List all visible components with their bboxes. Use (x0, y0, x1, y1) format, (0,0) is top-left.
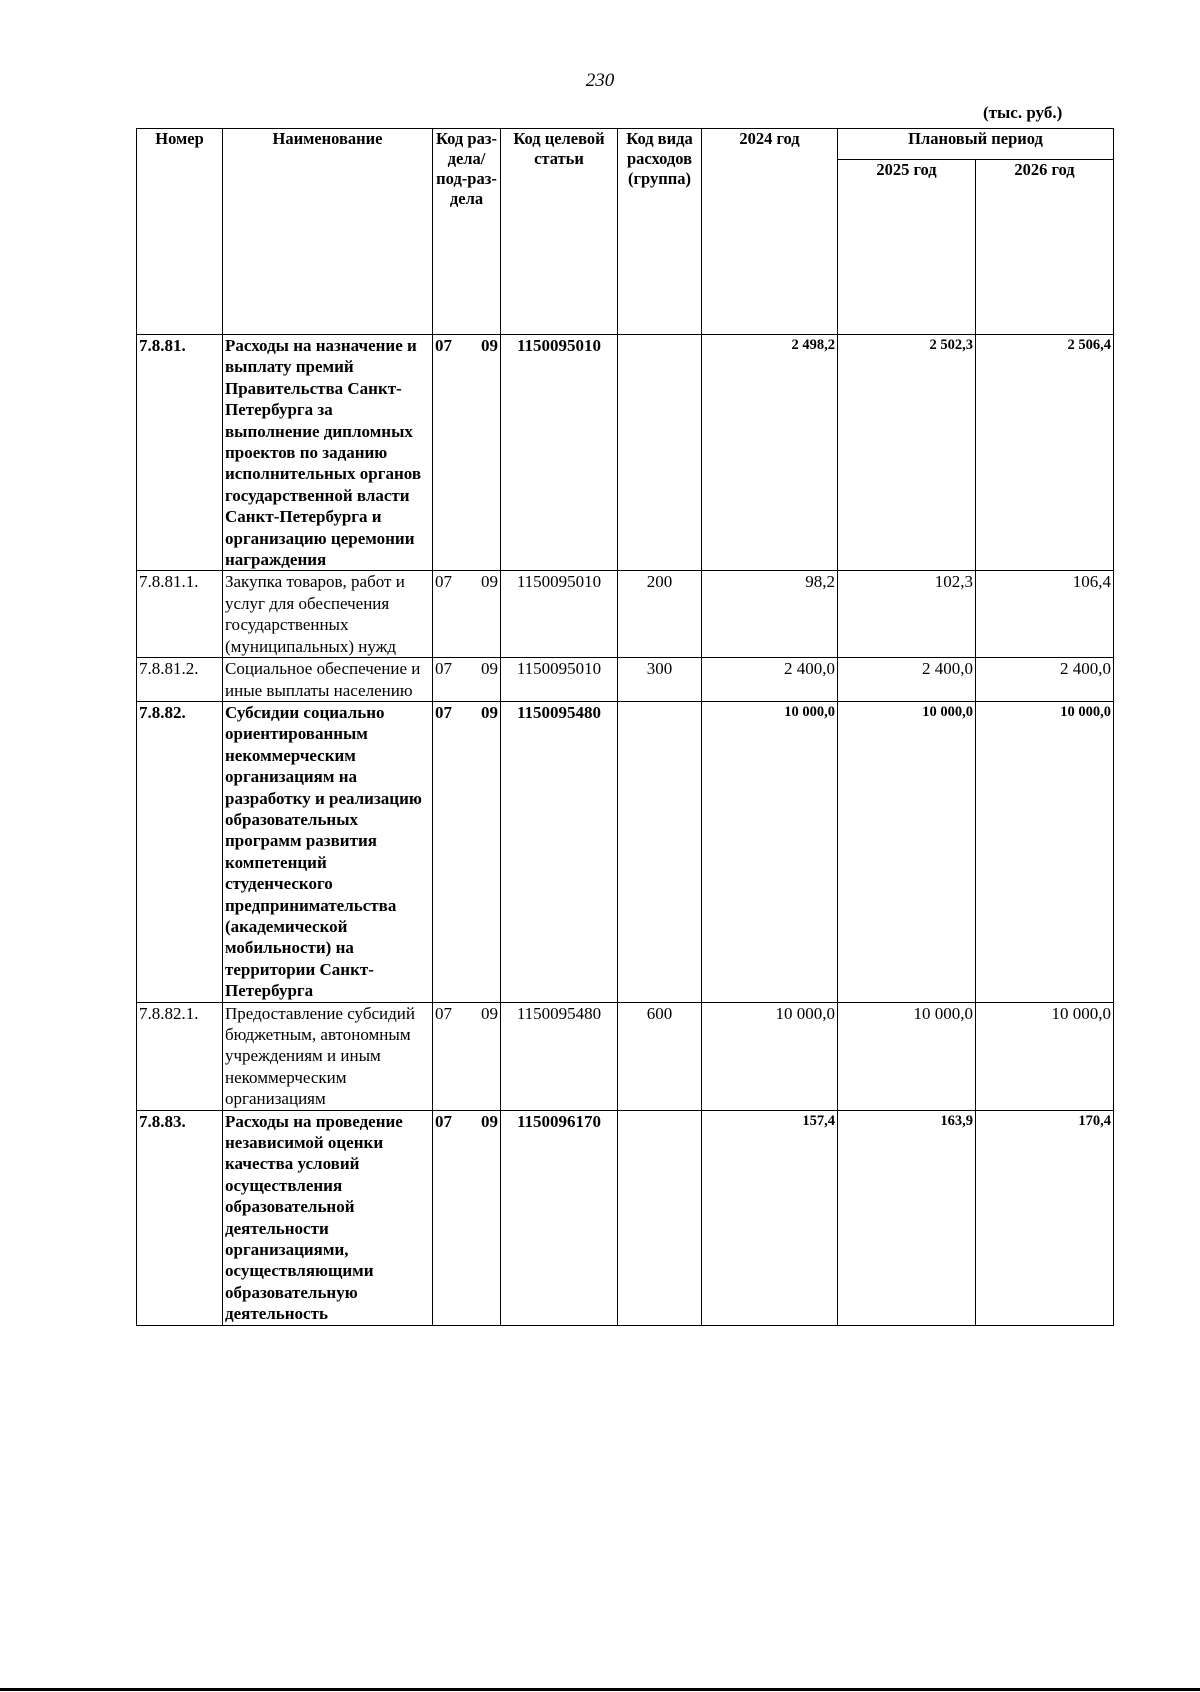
row-value-2026: 2 400,0 (976, 658, 1114, 702)
row-section-code: 07 (435, 572, 452, 592)
row-value-2024: 10 000,0 (702, 1002, 838, 1110)
row-value-2024: 98,2 (702, 571, 838, 658)
row-value-2025: 2 400,0 (838, 658, 976, 702)
row-section-code: 07 (435, 1003, 452, 1023)
row-value-2026: 2 506,4 (976, 335, 1114, 571)
table-row (137, 1002, 1114, 1110)
header-target-code: Код целевой статьи (501, 129, 618, 335)
row-expense-type (618, 701, 702, 1002)
row-section (433, 701, 501, 1002)
row-expense-type (618, 1110, 702, 1325)
row-value-2025: 2 502,3 (838, 335, 976, 571)
row-number: 7.8.81. (137, 335, 223, 571)
table-body (137, 335, 1114, 1326)
row-number: 7.8.82. (137, 701, 223, 1002)
row-section-code: 07 (435, 702, 452, 722)
header-2025: 2025 год (838, 160, 976, 335)
row-number: 7.8.82.1. (137, 1002, 223, 1110)
row-section-code: 07 (435, 1111, 452, 1131)
row-expense-type: 300 (618, 658, 702, 702)
header-2026: 2026 год (976, 160, 1114, 335)
row-section (433, 658, 501, 702)
row-target-code: 1150095010 (501, 571, 618, 658)
row-subsection-code: 09 (481, 1111, 498, 1131)
row-value-2025: 10 000,0 (838, 1002, 976, 1110)
row-value-2024: 157,4 (702, 1110, 838, 1325)
row-value-2026: 10 000,0 (976, 701, 1114, 1002)
row-section-code: 07 (435, 659, 452, 679)
table-row (137, 1110, 1114, 1325)
row-target-code: 1150095480 (501, 1002, 618, 1110)
units-label: (тыс. руб.) (983, 103, 1063, 122)
row-target-code: 1150095010 (501, 335, 618, 571)
row-name: Социальное обеспечение и иные выплаты населению (223, 658, 433, 702)
row-value-2024: 2 498,2 (702, 335, 838, 571)
row-target-code: 1150095480 (501, 701, 618, 1002)
header-number: Номер (137, 129, 223, 335)
row-expense-type: 200 (618, 571, 702, 658)
row-section (433, 1110, 501, 1325)
row-value-2026: 10 000,0 (976, 1002, 1114, 1110)
header-2024: 2024 год (702, 129, 838, 335)
row-number: 7.8.81.2. (137, 658, 223, 702)
header-expense-type: Код вида расходов (группа) (618, 129, 702, 335)
row-number: 7.8.81.1. (137, 571, 223, 658)
row-section (433, 571, 501, 658)
row-value-2026: 106,4 (976, 571, 1114, 658)
header-name: Наименование (223, 129, 433, 335)
row-value-2026: 170,4 (976, 1110, 1114, 1325)
row-name: Субсидии социально ориентированным некоммерческим организациям на разработку и реализацию образовательных программ развития компетенций студенческого предпринимательства (академической мобильности) на территории Санкт-Петербурга (223, 701, 433, 1002)
row-value-2025: 163,9 (838, 1110, 976, 1325)
table-row (137, 701, 1114, 1002)
header-planned-period: Плановый период (838, 129, 1114, 160)
row-name: Закупка товаров, работ и услуг для обеспечения государственных (муниципальных) нужд (223, 571, 433, 658)
row-target-code: 1150095010 (501, 658, 618, 702)
row-section-code: 07 (435, 336, 452, 355)
row-subsection-code: 09 (481, 702, 498, 722)
row-name: Расходы на назначение и выплату премий Правительства Санкт-Петербурга за выполнение дипломных проектов по заданию исполнительных органов государственной власти Санкт-Петербурга и организацию церемонии награждения (223, 335, 433, 571)
row-subsection-code: 09 (481, 659, 498, 679)
row-section (433, 1002, 501, 1110)
header-row (137, 129, 1114, 160)
bottom-rule (0, 1688, 1200, 1691)
row-value-2025: 10 000,0 (838, 701, 976, 1002)
row-value-2024: 2 400,0 (702, 658, 838, 702)
page-number: 230 (585, 70, 615, 91)
row-expense-type: 600 (618, 1002, 702, 1110)
row-subsection-code: 09 (481, 1003, 498, 1023)
row-value-2025: 102,3 (838, 571, 976, 658)
row-section (433, 335, 501, 571)
budget-table (136, 128, 1114, 1326)
table-row (137, 571, 1114, 658)
row-subsection-code: 09 (481, 572, 498, 592)
row-expense-type (618, 335, 702, 571)
row-subsection-code: 09 (481, 336, 498, 355)
row-target-code: 1150096170 (501, 1110, 618, 1325)
row-number: 7.8.83. (137, 1110, 223, 1325)
row-name: Расходы на проведение независимой оценки качества условий осуществления образовательной деятельности организациями, осуществляющими образовательную деятельность (223, 1110, 433, 1325)
header-section-code: Код раз-дела/ под-раз-дела (433, 129, 501, 335)
table-row (137, 658, 1114, 702)
row-name: Предоставление субсидий бюджетным, автономным учреждениям и иным некоммерческим организациям (223, 1002, 433, 1110)
table-row (137, 335, 1114, 571)
row-value-2024: 10 000,0 (702, 701, 838, 1002)
